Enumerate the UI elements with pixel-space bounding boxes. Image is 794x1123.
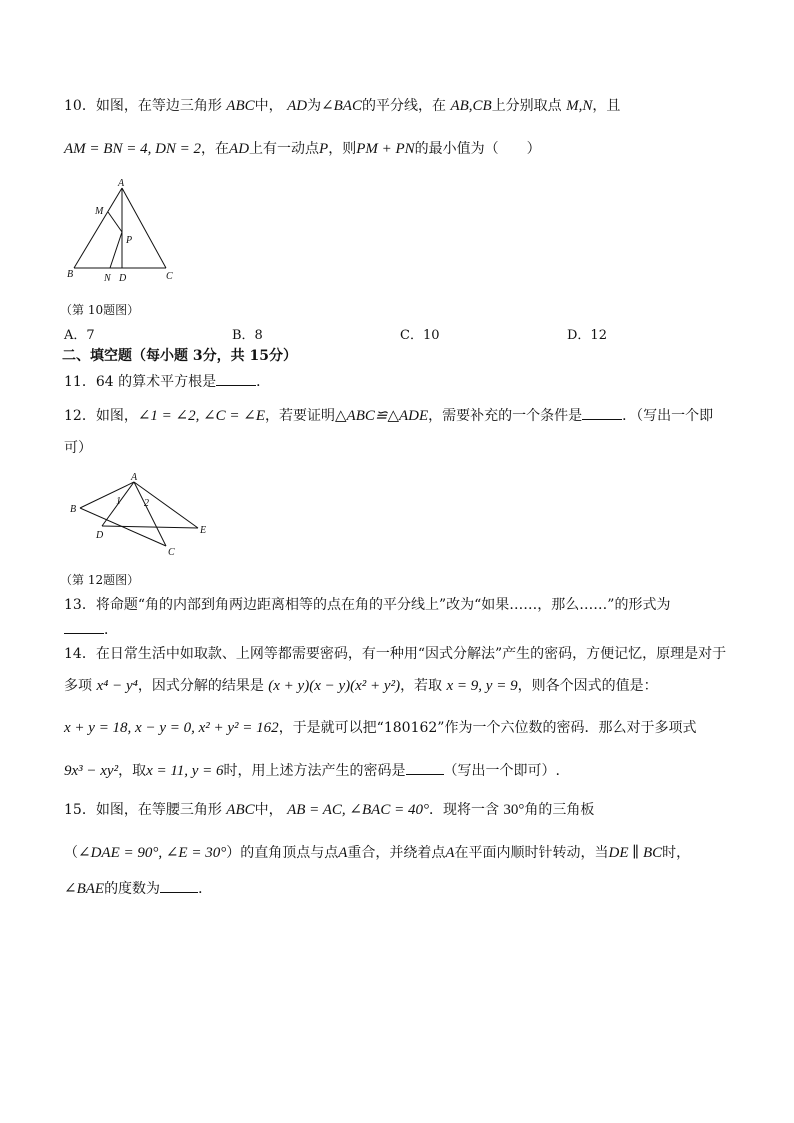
q15-answer-blank[interactable]: [160, 878, 198, 893]
q10-label-c: C: [166, 271, 173, 282]
section-title: 二、填空题（每小题 3分，共 15分）: [62, 348, 297, 364]
q12-caption: （第 12题图）: [60, 573, 140, 587]
q12-label-b: B: [70, 504, 77, 515]
q12-label-1: 1: [116, 496, 121, 507]
q12-line-2: 可）: [64, 440, 92, 456]
q12-seg-ab: [80, 482, 134, 508]
q10-segment-mp: [108, 212, 122, 232]
q12-seg-ac: [134, 482, 166, 546]
q10-caption: （第 10题图）: [60, 303, 140, 317]
q13-line-1: 13．将命题“角的内部到角两边距离相等的点在角的平分线上”改为“如果……，那么……”的形式为: [64, 597, 671, 613]
q12-line-1: 12．如图，∠1 = ∠2, ∠C = ∠E，若要证明△ABC≌△ADE，需要补充的一个条件是 ．（写出一个即: [64, 405, 713, 426]
q10-side-ab: [74, 188, 122, 268]
q10-option-c[interactable]: C．10: [400, 328, 440, 343]
q11-answer-blank[interactable]: [216, 371, 256, 386]
q12-label-c: C: [168, 547, 175, 558]
q14-line-4: 9x³ − xy²，取x = 11, y = 6时，用上述方法产生的密码是 （写出一个即可）.: [64, 760, 560, 781]
q15-line-3: ∠BAE的度数为 ．: [64, 878, 212, 899]
q12-label-d: D: [96, 530, 104, 541]
q10-line-1: 10．如图，在等边三角形 ABC中， AD为∠BAC的平分线，在 AB,CB上分别取点 M,N，且: [64, 98, 621, 114]
q10-label-p: P: [126, 235, 133, 246]
q10-option-b[interactable]: B．8: [232, 328, 263, 343]
q10-side-ac: [122, 188, 166, 268]
q12-label-a: A: [131, 472, 138, 483]
q10-option-a[interactable]: A．7: [64, 328, 95, 343]
q10-label-a: A: [118, 178, 125, 189]
q10-figure: [62, 176, 186, 288]
q10-label-d: D: [119, 273, 127, 284]
q15-line-1: 15．如图，在等腰三角形 ABC中， AB = AC, ∠BAC = 40°．现将一含 30°角的三角板: [64, 802, 595, 818]
q14-answer-blank[interactable]: [406, 760, 444, 775]
q12-seg-de: [102, 526, 198, 528]
q10-label-b: B: [67, 269, 74, 280]
q14-line-2: 多项 x⁴ − y⁴，因式分解的结果是 (x + y)(x − y)(x² + y²)，若取 x = 9, y = 9，则各个因式的值是：: [64, 678, 658, 694]
q14-line-1: 14．在日常生活中如取款、上网等都需要密码，有一种用“因式分解法”产生的密码，方便记忆，原理是对于: [64, 646, 727, 662]
q10-segment-pn: [110, 232, 122, 268]
q12-figure: [62, 470, 218, 562]
q13-line-2: ．: [64, 619, 118, 640]
q12-label-2: 2: [144, 498, 149, 509]
q11-line: 11．64 的算术平方根是 ．: [64, 371, 270, 392]
q14-line-3: x + y = 18, x − y = 0, x² + y² = 162，于是就可以把“180162”作为一个六位数的密码．那么对于多项式: [64, 720, 697, 736]
q10-option-d[interactable]: D．12: [567, 328, 607, 343]
q10-line-2: AM = BN = 4, DN = 2，在AD上有一动点P，则PM + PN的最小值为（ ）: [64, 141, 541, 157]
q10-label-m: M: [95, 206, 104, 217]
q10-label-n: N: [104, 273, 111, 284]
q12-answer-blank[interactable]: [582, 405, 622, 420]
q13-answer-blank[interactable]: [64, 619, 104, 634]
q12-label-e: E: [200, 525, 207, 536]
q15-line-2: （∠DAE = 90°, ∠E = 30°）的直角顶点与点A重合，并绕着点A在平面内顺时针转动，当DE ∥ BC时，: [64, 845, 691, 861]
